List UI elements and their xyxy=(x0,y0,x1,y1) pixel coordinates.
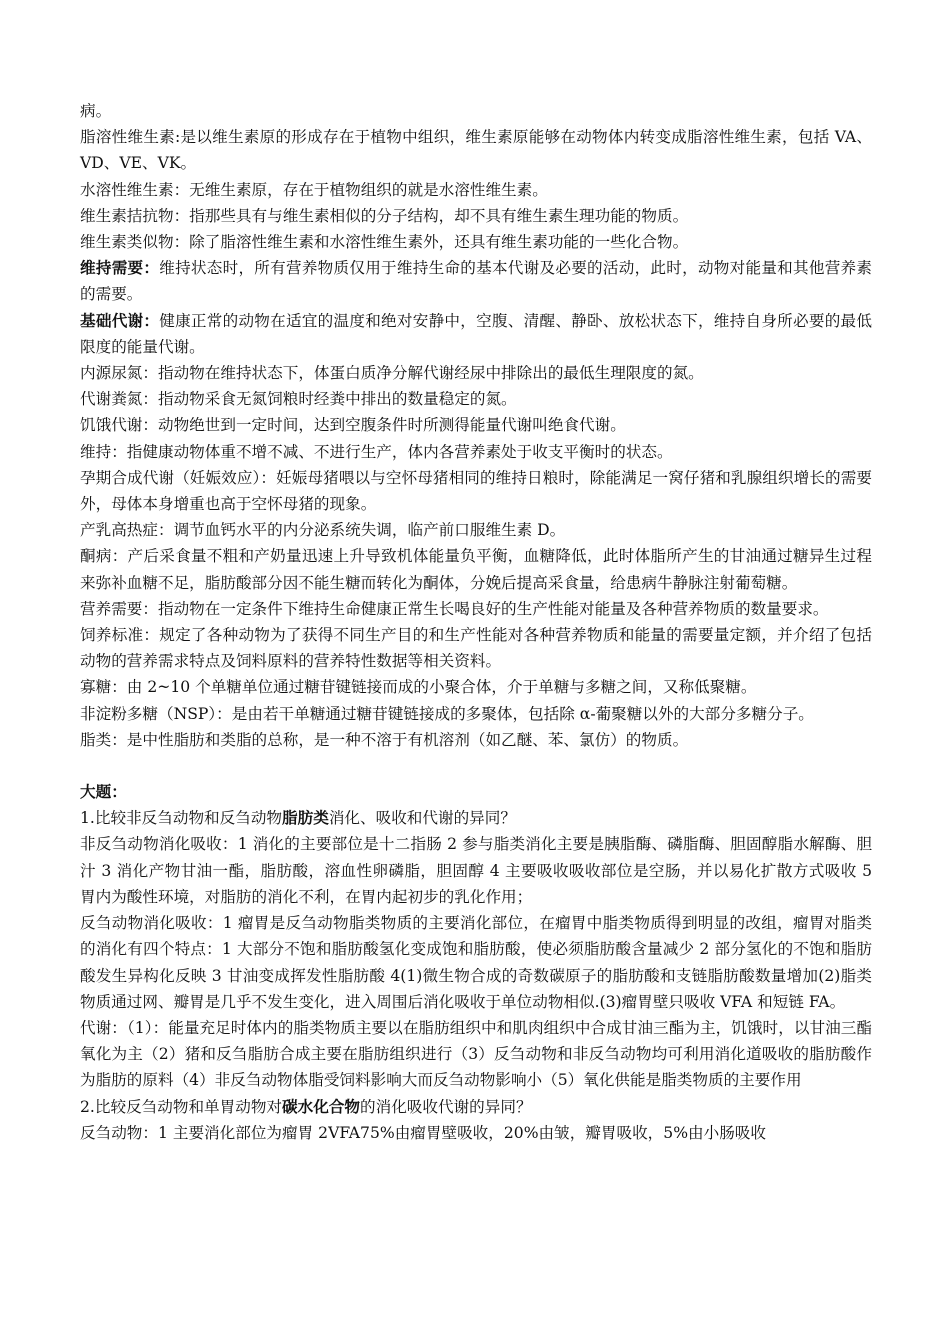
definition-text: 健康正常的动物在适宜的温度和绝对安静中，空腹、清醒、静卧、放松状态下，维持自身所必要的最低限度的能量代谢。 xyxy=(80,311,872,356)
definition-paragraph xyxy=(80,727,872,753)
question-2-prefix: 2.比较反刍动物和单胃动物对 xyxy=(80,1097,283,1116)
question-2 xyxy=(80,1094,872,1120)
document-page xyxy=(80,98,872,1146)
definition-text: 内源尿氮：指动物在维持状态下，体蛋白质净分解代谢经尿中排除出的最低生理限度的氮。 xyxy=(80,364,704,383)
definition-paragraph xyxy=(80,177,872,203)
definition-text: 脂类：是中性脂肪和类脂的总称，是一种不溶于有机溶剂（如乙醚、苯、氯仿）的物质。 xyxy=(80,730,689,749)
question-1-answer-metabolism: 代谢：（1）：能量充足时体内的脂类物质主要以在脂肪组织中和肌肉组织中合成甘油三酯为主，饥饿时，以甘油三酯氧化为主（2）猪和反刍脂肪合成主要在脂肪组织进行（3）反刍动物和非反刍动物均可利用消化道吸收的脂肪酸作为脂肪的原料（4）非反刍动物体脂受饲料影响大而反刍动物影响小（5）氧化供能是脂类物质的主要作用 xyxy=(80,1018,872,1090)
definition-text: 维生素类似物：除了脂溶性维生素和水溶性维生素外，还具有维生素功能的一些化合物。 xyxy=(80,233,689,252)
definitions-list xyxy=(80,98,872,753)
definition-text: 寡糖：由 2~10 个单糖单位通过糖苷键链接而成的小聚合体，介于单糖与多糖之间，又称低聚糖。 xyxy=(80,678,757,697)
definition-text: 酮病：产后采食量不粗和产奶量迅速上升导致机体能量负平衡，血糖降低，此时体脂所产生的甘油通过糖异生过程来弥补血糖不足，脂肪酸部分因不能生糖而转化为酮体，分娩后提高采食量，给患病牛静脉注射葡萄糖。 xyxy=(80,547,872,592)
question-2-answer-ruminant: 反刍动物：1 主要消化部位为瘤胃 2VFA75%由瘤胃壁吸收，20%由皱，瓣胃吸收，5%由小肠吸收 xyxy=(80,1123,766,1142)
definition-text: 病。 xyxy=(80,102,112,120)
definition-text: 脂溶性维生素:是以维生素原的形成存在于植物中组织，维生素原能够在动物体内转变成脂溶性维生素，包括 VA、VD、VE、VK。 xyxy=(80,128,872,173)
definition-text: 孕期合成代谢（妊娠效应）：妊娠母猪喂以与空怀母猪相同的维持日粮时，除能满足一窝仔猪和乳腺组织增长的需要外，母体本身增重也高于空怀母猪的现象。 xyxy=(80,468,872,514)
definition-paragraph xyxy=(80,439,872,465)
definition-paragraph xyxy=(80,543,872,595)
definition-paragraph xyxy=(80,255,872,307)
definition-paragraph xyxy=(80,674,872,700)
definition-text: 饥饿代谢：动物绝世到一定时间，达到空腹条件时所测得能量代谢叫绝食代谢。 xyxy=(80,416,626,435)
question-2-suffix: 的消化吸收代谢的异同？ xyxy=(360,1097,532,1116)
definition-text: 维持：指健康动物体重不增不减、不进行生产，体内各营养素处于收支平衡时的状态。 xyxy=(80,442,673,461)
definition-paragraph xyxy=(80,229,872,255)
definition-paragraph xyxy=(80,622,872,674)
definition-text: 维生素拮抗物：指那些具有与维生素相似的分子结构，却不具有维生素生理功能的物质。 xyxy=(80,206,689,225)
definition-paragraph xyxy=(80,308,872,360)
definition-text: 代谢粪氮：指动物采食无氮饲粮时经粪中排出的数量稳定的氮。 xyxy=(80,390,517,409)
definition-term: 基础代谢： xyxy=(80,310,160,330)
question-1-answer-nonruminant: 非反刍动物消化吸收：1 消化的主要部位是十二指肠 2 参与脂类消化主要是胰脂酶、磷脂酶、胆固醇脂水解酶、胆汁 3 消化产物甘油一酯，脂肪酸，溶血性卵磷脂，胆固醇 4 主要吸收吸收部位是空肠，并以易化扩散方式吸收 5 胃内为酸性环境，对脂肪的消化不利，在胃内起初步的乳化作用； xyxy=(80,835,872,906)
definition-paragraph xyxy=(80,203,872,229)
section-title: 大题： xyxy=(80,782,127,802)
question-1-prefix: 1.比较非反刍动物和反刍动物 xyxy=(80,809,283,828)
definition-paragraph xyxy=(80,98,872,124)
definition-paragraph xyxy=(80,412,872,438)
definition-paragraph xyxy=(80,596,872,622)
question-1-keyword: 脂肪类 xyxy=(282,808,329,828)
definition-text: 水溶性维生素：无维生素原，存在于植物组织的就是水溶性维生素。 xyxy=(80,180,548,199)
definition-text: 营养需要：指动物在一定条件下维持生命健康正常生长喝良好的生产性能对能量及各种营养物质的数量要求。 xyxy=(80,599,829,618)
definition-text: 非淀粉多糖（NSP）：是由若干单糖通过糖苷键链接成的多聚体，包括除 α-葡聚糖以外的大部分多糖分子。 xyxy=(80,704,814,723)
question-1-suffix: 消化、吸收和代谢的异同？ xyxy=(328,809,516,828)
definition-paragraph xyxy=(80,701,872,727)
definition-paragraph xyxy=(80,386,872,412)
definition-paragraph xyxy=(80,517,872,543)
definition-paragraph xyxy=(80,465,872,517)
definition-text: 产乳高热症：调节血钙水平的内分泌系统失调，临产前口服维生素 D。 xyxy=(80,521,566,540)
section-spacer xyxy=(80,753,872,779)
definition-text: 维持状态时，所有营养物质仅用于维持生命的基本代谢及必要的活动，此时，动物对能量和其他营养素的需要。 xyxy=(80,259,872,304)
definition-paragraph xyxy=(80,360,872,386)
definition-paragraph xyxy=(80,124,872,176)
question-2-keyword: 碳水化合物 xyxy=(282,1096,360,1116)
question-1 xyxy=(80,805,872,831)
definition-term: 维持需要： xyxy=(80,258,160,278)
definition-text: 饲养标准：规定了各种动物为了获得不同生产目的和生产性能对各种营养物质和能量的需要量定额，并介绍了包括动物的营养需求特点及饲料原料的营养特性数据等相关资料。 xyxy=(80,626,872,671)
question-1-answer-ruminant: 反刍动物消化吸收：1 瘤胃是反刍动物脂类物质的主要消化部位，在瘤胃中脂类物质得到明显的改组，瘤胃对脂类的消化有四个特点：1 大部分不饱和脂肪酸氢化变成饱和脂肪酸，使必须脂肪酸含量减少 2 部分氢化的不饱和脂肪酸发生异构化反映 3 甘油变成挥发性脂肪酸 4(1)微生物合成的奇数碳原子的脂肪酸和支链脂肪酸数量增加(2)脂类物质通过网、瓣胃是几乎不发生变化，进入周围后消化吸收于单位动物相似.(3)瘤胃壁只吸收 VFA 和短链 FA。 xyxy=(80,914,872,1011)
